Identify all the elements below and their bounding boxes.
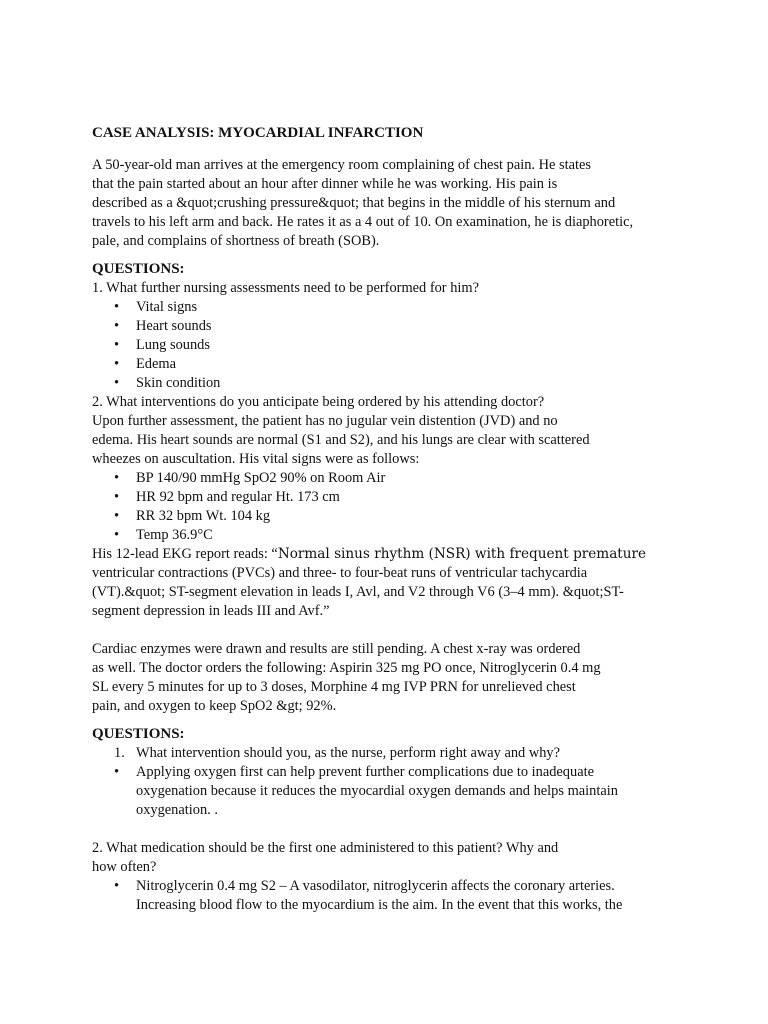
intro-line: that the pain started about an hour after dinner while he was working. His pain is xyxy=(92,176,558,192)
assessment-list xyxy=(92,298,672,393)
orders-paragraph xyxy=(92,640,672,716)
intro-paragraph xyxy=(92,156,672,251)
list-item: • Temp 36.9°C xyxy=(92,526,672,545)
question-line: 2. What medication should be the first one administered to this patient? Why and xyxy=(92,840,559,856)
question-4 xyxy=(92,839,672,877)
list-item: • HR 92 bpm and regular Ht. 173 cm xyxy=(92,488,672,507)
answer-list xyxy=(92,763,672,820)
list-item: • BP 140/90 mmHg SpO2 90% on Room Air xyxy=(92,469,672,488)
question-2: 2. What interventions do you anticipate being ordered by his attending doctor? xyxy=(92,394,545,410)
answer-line: Increasing blood flow to the myocardium is the aim. In the event that this works, the xyxy=(136,897,623,913)
intro-line: pale, and complains of shortness of breath (SOB). xyxy=(92,233,380,249)
list-item: • Edema xyxy=(92,355,672,374)
ekg-line xyxy=(92,545,672,564)
intro-line: travels to his left arm and back. He rates it as a 4 out of 10. On examination, he is diaphoretic, xyxy=(92,214,634,230)
list-item: • Skin condition xyxy=(92,374,672,393)
question-number: 1. xyxy=(114,745,125,761)
assessment-line: wheezes on auscultation. His vital signs were as follows: xyxy=(92,451,420,467)
questions-heading: QUESTIONS: xyxy=(92,261,185,277)
orders-line: SL every 5 minutes for up to 3 doses, Morphine 4 mg IVP PRN for unrelieved chest xyxy=(92,679,576,695)
ekg-line: ventricular contractions (PVCs) and three- to four-beat runs of ventricular tachycardia xyxy=(92,565,588,581)
list-item: • RR 32 bpm Wt. 104 kg xyxy=(92,507,672,526)
ekg-quote: Normal sinus rhythm (NSR) with frequent premature xyxy=(277,546,647,562)
answer-line: oxygenation because it reduces the myocardial oxygen demands and helps maintain xyxy=(136,783,618,799)
question-text: What intervention should you, as the nurse, perform right away and why? xyxy=(136,745,561,761)
list-item xyxy=(92,763,672,820)
list-item xyxy=(92,877,672,915)
list-item: • Lung sounds xyxy=(92,336,672,355)
ekg-paragraph xyxy=(92,545,672,621)
answer-line: • Applying oxygen first can help prevent further complications due to inadequate xyxy=(136,764,594,780)
ekg-intro: His 12-lead EKG report reads: “ xyxy=(92,546,278,562)
assessment-line: Upon further assessment, the patient has no jugular vein distention (JVD) and no xyxy=(92,413,558,429)
intro-line: described as a &quot;crushing pressure&quot; that begins in the middle of his sternum and xyxy=(92,195,616,211)
intro-line: A 50-year-old man arrives at the emergency room complaining of chest pain. He states xyxy=(92,157,591,173)
assessment-paragraph xyxy=(92,412,672,469)
questions-heading: QUESTIONS: xyxy=(92,726,185,742)
answer-line: oxygenation. . xyxy=(136,802,218,818)
question-item xyxy=(92,744,672,763)
document-title: CASE ANALYSIS: MYOCARDIAL INFARCTION xyxy=(92,125,424,141)
answer-list xyxy=(92,877,672,915)
list-item: • Heart sounds xyxy=(92,317,672,336)
vitals-list xyxy=(92,469,672,545)
list-item: • Vital signs xyxy=(92,298,672,317)
document-body xyxy=(92,124,672,915)
question-1: 1. What further nursing assessments need to be performed for him? xyxy=(92,280,479,296)
question-line: how often? xyxy=(92,859,157,875)
answer-line: • Nitroglycerin 0.4 mg S2 – A vasodilator, nitroglycerin affects the coronary arteries. xyxy=(136,878,615,894)
ekg-line: (VT).&quot; ST-segment elevation in leads I, Avl, and V2 through V6 (3–4 mm). &quot;ST- xyxy=(92,584,624,600)
orders-line: Cardiac enzymes were drawn and results are still pending. A chest x-ray was ordered xyxy=(92,641,581,657)
orders-line: pain, and oxygen to keep SpO2 &gt; 92%. xyxy=(92,698,337,714)
assessment-line: edema. His heart sounds are normal (S1 and S2), and his lungs are clear with scattered xyxy=(92,432,590,448)
ekg-line: segment depression in leads III and Avf.” xyxy=(92,603,330,619)
orders-line: as well. The doctor orders the following: Aspirin 325 mg PO once, Nitroglycerin 0.4 mg xyxy=(92,660,601,676)
